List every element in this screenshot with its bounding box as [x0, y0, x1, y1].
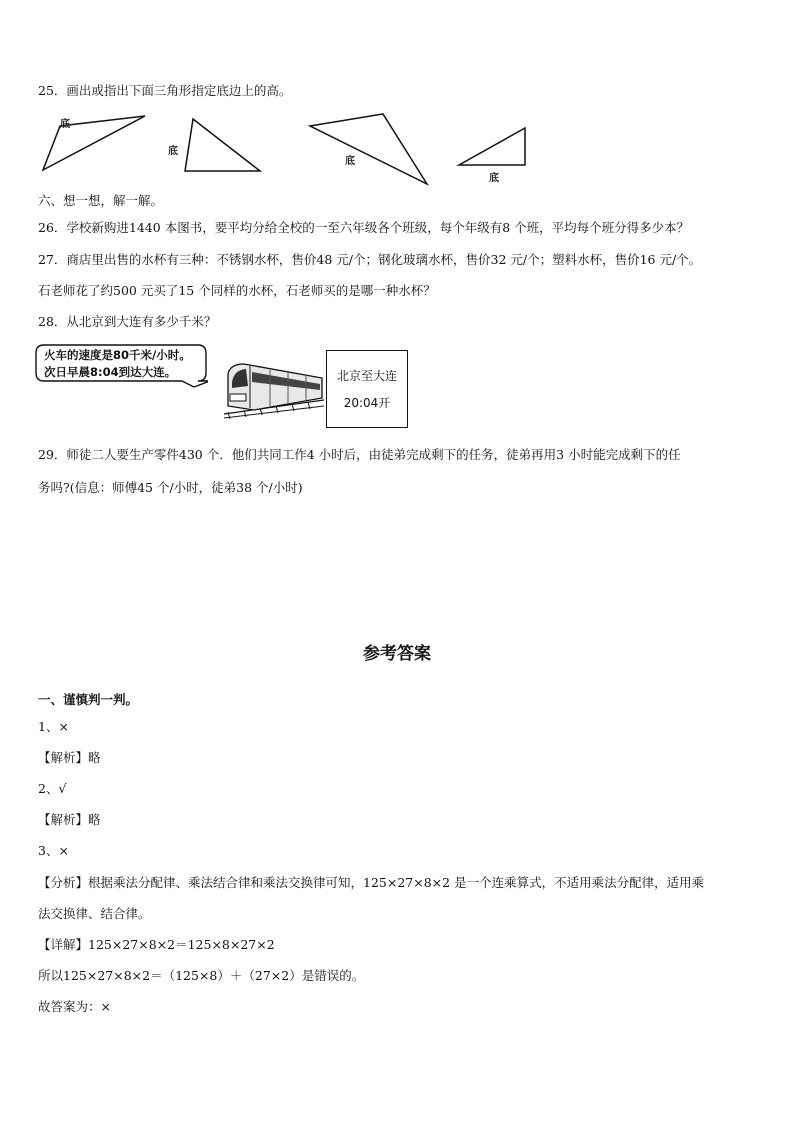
answer-3-final: 故答案为：× [38, 999, 111, 1014]
triangle-4-base-label: 底 [489, 173, 499, 184]
answer-3-conclusion: 所以125×27×8×2＝（125×8）＋（27×2）是错误的。 [38, 968, 365, 983]
answer-3-analysis-line-1: 【分析】根据乘法分配律、乘法结合律和乘法交换律可知，125×27×8×2 是一个连乘算式，不适用乘法分配律，适用乘 [38, 875, 705, 890]
triangle-2-base-label: 底 [168, 146, 178, 157]
question-26: 26．学校新购进1440 本图书，要平均分给全校的一至六年级各个班级，每个年级有8 个班，平均每个班分得多少本？ [38, 220, 690, 235]
train-icon [224, 356, 326, 420]
question-28: 28．从北京到大连有多少千米？ [38, 314, 217, 329]
departure-sign [326, 350, 408, 428]
bubble-line-2: 次日早晨8:04到达大连。 [44, 365, 177, 379]
triangle-3-base-label: 底 [345, 156, 355, 167]
triangle-1 [38, 112, 150, 174]
question-25: 25．画出或指出下面三角形指定底边上的高。 [38, 83, 292, 98]
triangle-4 [455, 125, 533, 187]
question-29-line-1: 29．师徒二人要生产零件430 个．他们共同工作4 小时后，由徒弟完成剩下的任务，徒弟再用3 小时能完成剩下的任 [38, 447, 681, 462]
triangle-3 [305, 112, 433, 188]
answer-3-detail: 【详解】125×27×8×2＝125×8×27×2 [38, 937, 275, 952]
answer-3: 3、× [38, 843, 69, 858]
triangle-1-base-label: 底 [60, 119, 70, 130]
answer-2-analysis: 【解析】略 [38, 812, 101, 827]
sign-time: 20:04开 [343, 396, 391, 410]
answer-1-analysis: 【解析】略 [38, 750, 101, 765]
answer-1: 1、× [38, 719, 69, 734]
triangle-2 [165, 116, 265, 176]
question-27-line-1: 27．商店里出售的水杯有三种：不锈钢水杯，售价48 元/个；钢化玻璃水杯，售价32 元/个；塑料水杯，售价16 元/个。 [38, 252, 702, 267]
question-29-line-2: 务吗?(信息：师傅45 个/小时，徒弟38 个/小时) [38, 480, 303, 495]
answer-3-analysis-line-2: 法交换律、结合律。 [38, 906, 151, 921]
speech-bubble-text [44, 347, 191, 381]
answer-2: 2、√ [38, 781, 67, 796]
bubble-line-1: 火车的速度是80千米/小时。 [44, 348, 191, 362]
section-6-heading: 六、想一想，解一解。 [38, 193, 164, 208]
answers-section-1: 一、谨慎判一判。 [38, 692, 139, 707]
answers-title: 参考答案 [363, 644, 431, 664]
question-27-line-2: 石老师花了约500 元买了15 个同样的水杯，石老师买的是哪一种水杯？ [38, 283, 436, 298]
sign-route: 北京至大连 [336, 369, 397, 383]
